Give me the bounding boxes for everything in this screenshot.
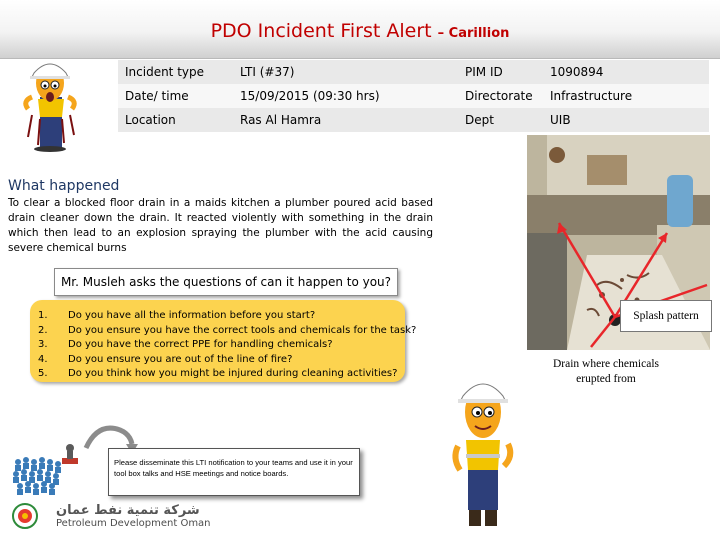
questions-list	[38, 309, 416, 382]
questions-title: Mr. Musleh asks the questions of can it happen to you?	[54, 268, 398, 296]
table-row	[118, 108, 709, 132]
mascot-shocked-illustration	[18, 57, 82, 153]
table-cell: Infrastructure	[543, 84, 709, 108]
item-number: 2.	[38, 324, 48, 336]
item-text: Do you ensure you have the correct tools and chemicals for the task?	[68, 324, 417, 336]
table-cell: Directorate	[458, 84, 543, 108]
list-item	[38, 324, 416, 339]
splash-pattern-label: Splash pattern	[620, 300, 712, 332]
list-item	[38, 367, 416, 382]
list-item	[38, 309, 416, 324]
table-cell: Incident type	[118, 60, 233, 84]
table-cell: LTI (#37)	[233, 60, 458, 84]
table-cell: Location	[118, 108, 233, 132]
item-text: Do you have the correct PPE for handling chemicals?	[68, 339, 333, 350]
logo-english-text: Petroleum Development Oman	[56, 518, 211, 529]
item-number: 4.	[38, 353, 48, 365]
title-text: PDO Incident First Alert	[210, 20, 432, 42]
table-row	[118, 60, 709, 84]
page-title	[0, 20, 720, 42]
mascot-thumbs-up-illustration	[448, 370, 518, 532]
item-text: Do you think how you might be injured during cleaning activities?	[68, 368, 398, 379]
pdo-logo-text	[56, 503, 211, 529]
item-number: 3.	[38, 339, 48, 350]
title-subtitle: – Carillion	[437, 26, 510, 41]
item-text: Do you have all the information before you start?	[68, 310, 316, 321]
drain-label: Drain where chemicals erupted from	[552, 358, 659, 385]
logo-arabic-text: شركة تنمية نفط عمان	[56, 503, 200, 518]
list-item	[38, 338, 416, 353]
table-cell: Date/ time	[118, 84, 233, 108]
table-cell: Ras Al Hamra	[233, 108, 458, 132]
table-cell: 1090894	[543, 60, 709, 84]
item-text: Do you ensure you are out of the line of fire?	[68, 353, 293, 365]
table-cell: Dept	[458, 108, 543, 132]
incident-info-table	[118, 60, 709, 132]
dissemination-notice: Please disseminate this LTI notification to your teams and use it in your tool box talks and HSE meetings and notice boards.	[108, 448, 360, 496]
table-cell: PIM ID	[458, 60, 543, 84]
table-cell: 15/09/2015 (09:30 hrs)	[233, 84, 458, 108]
item-number: 5.	[38, 368, 48, 379]
table-row	[118, 84, 709, 108]
what-happened-heading: What happened	[8, 178, 120, 194]
table-cell: UIB	[543, 108, 709, 132]
item-number: 1.	[38, 310, 48, 321]
what-happened-text: To clear a blocked floor drain in a maids kitchen a plumber poured acid based drain cleaner down the drain. It reacted violently with something in the drain which then lead to an explosion spraying the plumber with the acid causing severe chemical burns	[8, 197, 433, 254]
list-item	[38, 353, 416, 368]
pdo-logo-icon	[12, 503, 38, 529]
